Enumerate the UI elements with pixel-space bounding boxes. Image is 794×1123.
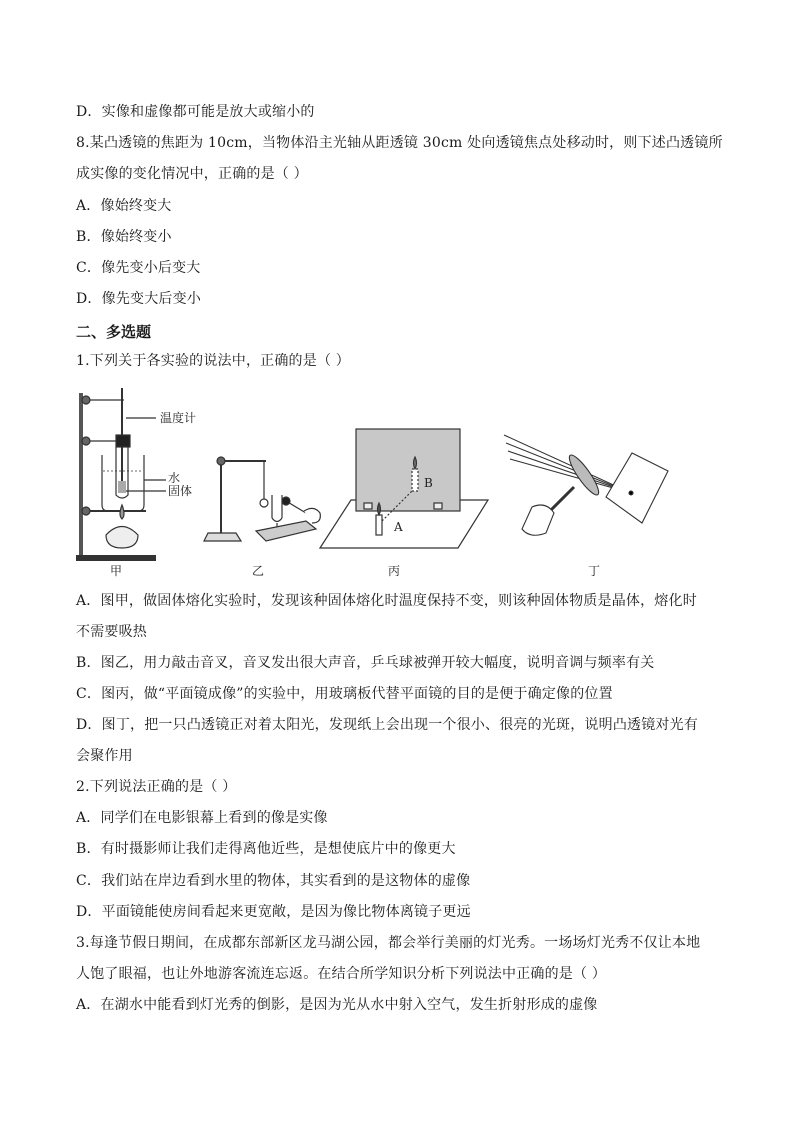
point-b-label: B: [424, 476, 433, 490]
solid-label: 固体: [168, 484, 193, 498]
q1-option-b: B．图乙，用力敲击音叉，音叉发出很大声音，乒乓球被弹开较大幅度，说明音调与频率有关: [76, 655, 655, 671]
q8-option-d: D．像先变大后变小: [76, 291, 202, 307]
q1-option-d-cont: 会聚作用: [76, 748, 133, 764]
point-a-label: A: [394, 520, 403, 534]
q1-option-a-cont: 不需要吸热: [76, 624, 147, 640]
caption-jia: 甲: [110, 564, 123, 578]
q8-option-b: B．像始终变小: [76, 229, 172, 245]
q3-stem-cont: 人饱了眼福，也让外地游客流连忘返。在结合所学知识分析下列说法中正确的是（ ）: [76, 966, 607, 982]
q8-option-a: A．像始终变大: [76, 198, 172, 214]
caption-ding: 丁: [588, 564, 601, 578]
experiment-illustrations: [76, 383, 736, 583]
thermometer-label: 温度计: [160, 411, 197, 425]
question-8-stem-cont: 成实像的变化情况中，正确的是（ ）: [76, 166, 308, 182]
apparatus-ding: [504, 435, 668, 535]
q2-stem: 2.下列说法正确的是（ ）: [76, 779, 237, 795]
q2-option-b: B．有时摄影师让我们走得离他近些，是想使底片中的像更大: [76, 841, 456, 857]
q3-stem: 3.每逢节假日期间，在成都东部新区龙马湖公园，都会举行美丽的灯光秀。一场场灯光秀不仅让本地: [76, 935, 701, 951]
question-8-stem: 8.某凸透镜的焦距为 10cm，当物体沿主光轴从距透镜 30cm 处向透镜焦点处移动时，则下述凸透镜所: [76, 135, 723, 151]
section-title: 二、多选题: [76, 323, 152, 341]
caption-yi: 乙: [252, 564, 265, 578]
q1-stem: 1.下列关于各实验的说法中，正确的是（ ）: [76, 353, 351, 369]
option-d-line: D．实像和虚像都可能是放大或缩小的: [76, 104, 315, 120]
q2-option-d: D．平面镜能使房间看起来更宽敞，是因为像比物体离镜子更远: [76, 904, 471, 920]
q1-option-c: C．图丙，做“平面镜成像”的实验中，用玻璃板代替平面镜的目的是便于确定像的位置: [76, 686, 613, 702]
q1-option-a: A．图甲，做固体熔化实验时，发现该种固体熔化时温度保持不变，则该种固体物质是晶体，熔化时: [76, 593, 697, 609]
apparatus-bing: [320, 429, 488, 548]
apparatus-jia: [76, 388, 166, 561]
q2-option-a: A．同学们在电影银幕上看到的像是实像: [76, 810, 328, 826]
q2-option-c: C．我们站在岸边看到水里的物体，其实看到的是这物体的虚像: [76, 873, 471, 889]
q8-option-c: C．像先变小后变大: [76, 260, 201, 276]
experiment-figure: [76, 383, 736, 583]
q1-option-d: D．图丁，把一只凸透镜正对着太阳光，发现纸上会出现一个很小、很亮的光斑，说明凸透镜对光有: [76, 717, 699, 733]
q3-option-a: A．在湖水中能看到灯光秀的倒影，是因为光从水中射入空气，发生折射形成的虚像: [76, 997, 598, 1013]
caption-bing: 丙: [388, 564, 401, 578]
water-label: 水: [168, 471, 181, 485]
apparatus-yi: [204, 457, 320, 541]
